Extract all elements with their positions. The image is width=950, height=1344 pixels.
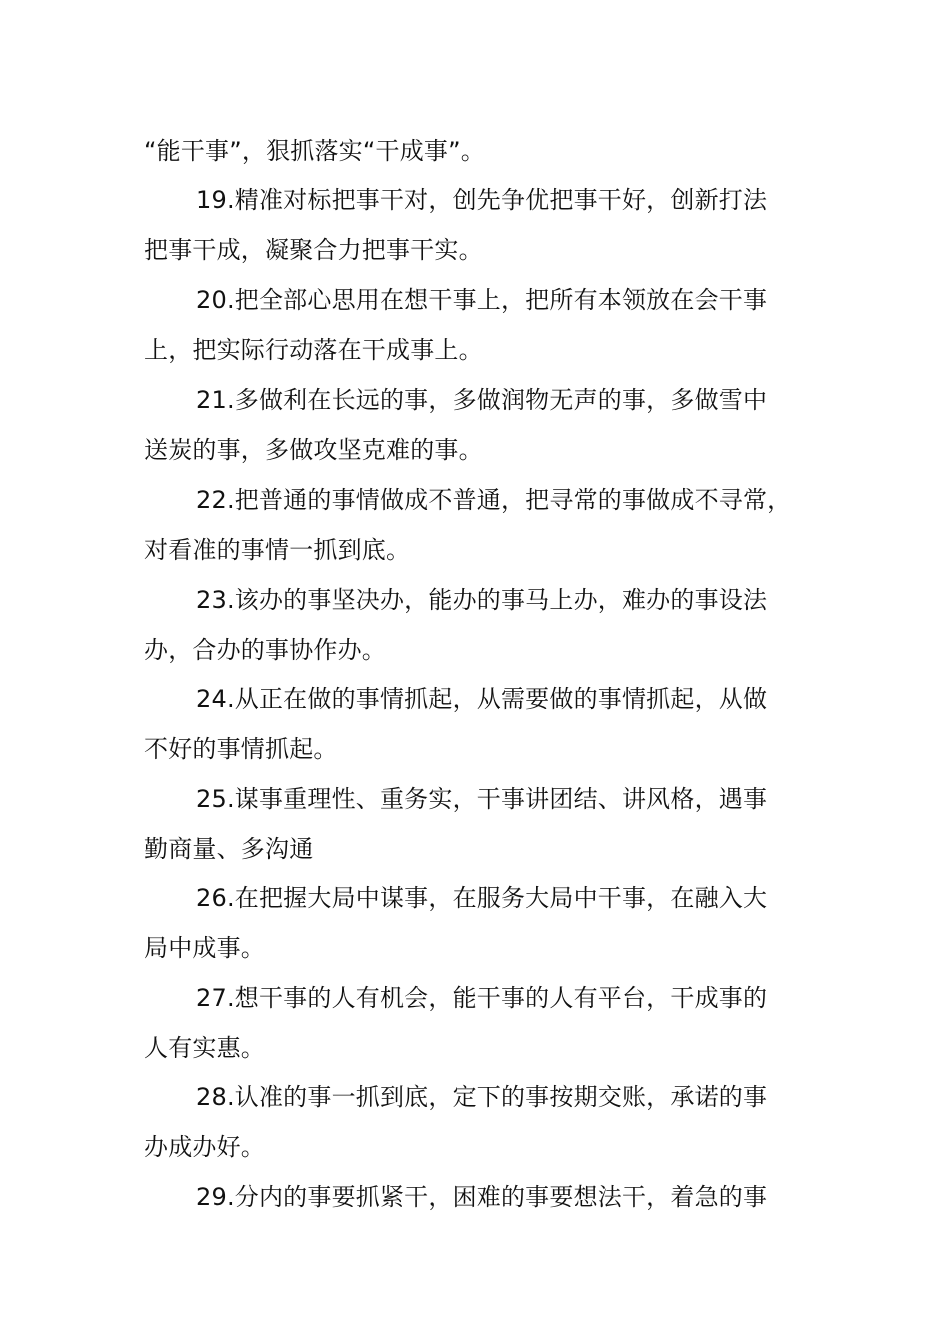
item-20-line-1: 20.把全部心思用在想干事上，把所有本领放在会干事 xyxy=(196,286,768,314)
item-28-line-2: 办成办好。 xyxy=(144,1133,265,1161)
item-22-line-2: 对看准的事情一抓到底。 xyxy=(144,536,411,564)
item-24-line-2: 不好的事情抓起。 xyxy=(144,735,338,763)
item-19-line-1: 19.精准对标把事干对，创先争优把事干好，创新打法 xyxy=(196,186,768,214)
item-23-line-2: 办，合办的事协作办。 xyxy=(144,636,386,664)
item-26-line-1: 26.在把握大局中谋事，在服务大局中干事，在融入大 xyxy=(196,884,768,912)
item-19-line-2: 把事干成，凝聚合力把事干实。 xyxy=(144,236,483,264)
item-26-line-2: 局中成事。 xyxy=(144,934,265,962)
item-25-line-1: 25.谋事重理性、重务实，干事讲团结、讲风格，遇事 xyxy=(196,785,768,813)
text-line-continuation: “能干事”，狠抓落实“干成事”。 xyxy=(144,137,485,165)
item-21-line-2: 送炭的事，多做攻坚克难的事。 xyxy=(144,436,483,464)
item-28-line-1: 28.认准的事一抓到底，定下的事按期交账，承诺的事 xyxy=(196,1083,768,1111)
item-27-line-1: 27.想干事的人有机会，能干事的人有平台，干成事的 xyxy=(196,984,768,1012)
item-25-line-2: 勤商量、多沟通 xyxy=(144,835,314,863)
item-24-line-1: 24.从正在做的事情抓起，从需要做的事情抓起，从做 xyxy=(196,685,768,713)
item-27-line-2: 人有实惠。 xyxy=(144,1034,265,1062)
item-21-line-1: 21.多做利在长远的事，多做润物无声的事，多做雪中 xyxy=(196,386,768,414)
item-29-line-1: 29.分内的事要抓紧干，困难的事要想法干，着急的事 xyxy=(196,1183,768,1211)
item-23-line-1: 23.该办的事坚决办，能办的事马上办，难办的事设法 xyxy=(196,586,768,614)
item-22-line-1: 22.把普通的事情做成不普通，把寻常的事做成不寻常， xyxy=(196,486,792,514)
item-20-line-2: 上，把实际行动落在干成事上。 xyxy=(144,336,483,364)
